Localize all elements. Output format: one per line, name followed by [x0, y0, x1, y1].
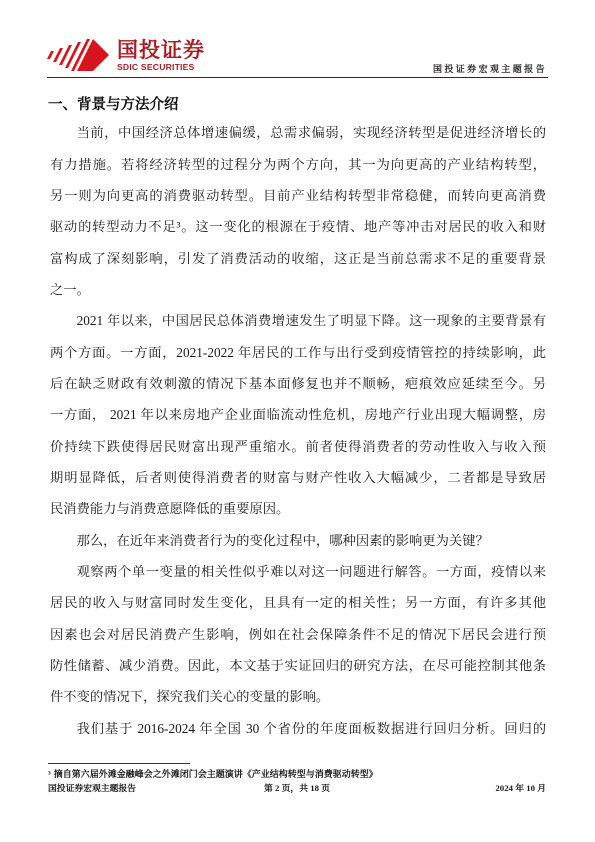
paragraph-line: 民消费能力与消费意愿降低的重要原因。: [50, 501, 290, 517]
paragraph-line: 2021 年以来，中国居民总体消费增速发生了明显下降。这一现象的主要背景有: [76, 313, 546, 329]
paragraph-line: 后在缺乏财政有效刺激的情况下基本面修复也并不顺畅，疤痕效应延续至今。另: [50, 376, 546, 392]
paragraph-line: 一方面， 2021 年以来房地产企业面临流动性危机，房地产行业出现大幅调整，房: [50, 407, 546, 423]
paragraph: [50, 305, 546, 524]
paragraph: [50, 117, 546, 305]
paragraph-line: 另一则为向更高的消费驱动转型。目前产业结构转型非常稳健，而转向更高消费: [50, 187, 546, 203]
paragraph-line: 那么，在近年来消费者行为的变化过程中，哪种因素的影响更为关键？: [76, 532, 489, 548]
page-footer: [48, 782, 546, 794]
footnote-text: 摘自第六届外滩金融峰会之外滩闭门会主题演讲《产业结构转型与消费驱动转型》: [53, 769, 378, 779]
footer-report-series: 国投证券宏观主题报告: [48, 783, 136, 793]
paragraph-line: 因素也会对居民消费产生影响，例如在社会保障条件不足的情况下居民会进行预: [50, 626, 546, 642]
report-date: 2024 年 10 月: [495, 783, 546, 793]
paragraph-line: 之一。: [50, 282, 90, 298]
paragraph-line: 期明显降低，后者则使得消费者的财富与财产性收入大幅减少，二者都是导致居: [50, 470, 546, 486]
logo-wordmark-en: SDIC SECURITIES: [117, 62, 195, 72]
section-body: [50, 117, 546, 744]
paragraph-line: 观察两个单一变量的相关性似乎难以对这一问题进行解答。一方面，疫情以来: [76, 564, 546, 580]
paragraph: [50, 556, 546, 713]
paragraph-line: 富构成了深刻影响，引发了消费活动的收缩，这正是当前总需求不足的重要背景: [50, 250, 546, 266]
report-series-title: 国投证券宏观主题报告: [432, 65, 547, 75]
sdic-logo-mark-icon: [47, 39, 111, 71]
paragraph-line: 件不变的情况下，探究我们关心的变量的影响。: [50, 689, 330, 705]
paragraph-line: 价持续下跌使得居民财富出现严重缩水。前者使得消费者的劳动性收入与收入预: [50, 438, 546, 454]
footnote-divider: [48, 763, 190, 764]
page-number: 第 2 页，共 18 页: [264, 783, 330, 793]
paragraph-line: 当前，中国经济总体增速偏缓，总需求偏弱，实现经济转型是促进经济增长的: [76, 125, 546, 141]
paragraph-line: 有力措施。若将经济转型的过程分为两个方向，其一为向更高的产业结构转型，: [50, 156, 546, 172]
paragraph: [50, 525, 546, 556]
paragraph-line: 我们基于 2016-2024 年全国 30 个省份的年度面板数据进行回归分析。回归的: [76, 720, 546, 736]
logo-wordmark-cn: 国投证券: [117, 38, 205, 62]
footnote: [48, 768, 546, 780]
paragraph: [50, 713, 546, 744]
paragraph-line: 两个方面。一方面，2021-2022 年居民的工作与出行受到疫情管控的持续影响，此: [50, 344, 546, 360]
paragraph-line: 驱动的转型动力不足³。这一变化的根源在于疫情、地产等冲击对居民的收入和财: [50, 219, 546, 235]
footnote-marker: ³: [48, 769, 51, 779]
section-heading: 一、背景与方法介绍: [48, 97, 179, 113]
paragraph-line: 居民的收入与财富同时发生变化，且具有一定的相关性；另一方面，有许多其他: [50, 595, 546, 611]
header-divider: [47, 77, 548, 78]
company-logo: [47, 38, 222, 74]
paragraph-line: 防性储蓄、减少消费。因此，本文基于实证回归的研究方法，在尽可能控制其他条: [50, 658, 546, 674]
